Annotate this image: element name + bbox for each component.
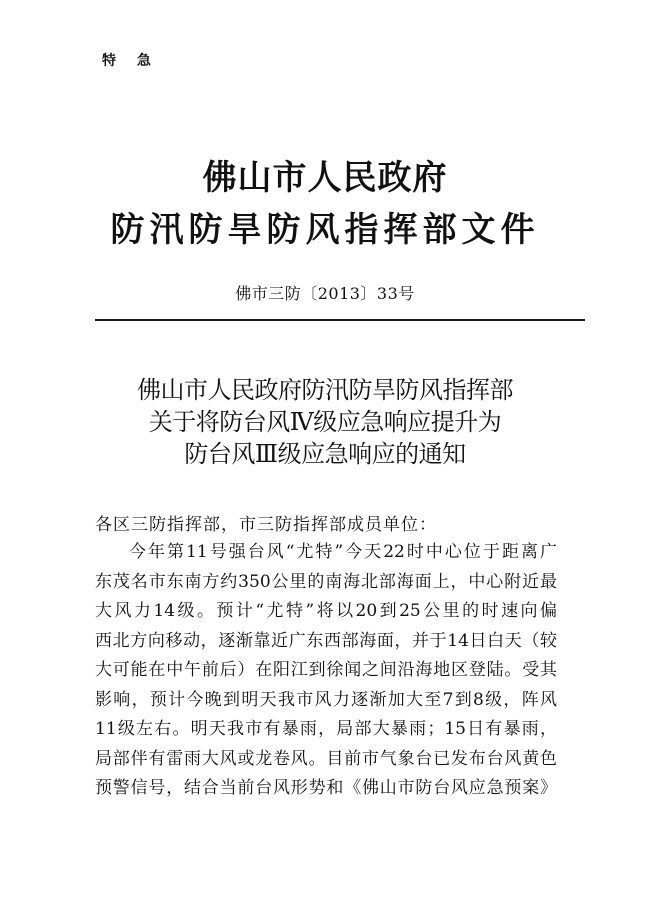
salutation: 各区三防指挥部，市三防指挥部成员单位： xyxy=(95,515,437,535)
body-line: 11级左右。明天我市有暴雨，局部大暴雨；15日有暴雨， xyxy=(95,719,557,739)
body-line: 影响，预计今晚到明天我市风力逐渐加大至7到8级，阵风 xyxy=(95,689,557,710)
notice-title xyxy=(0,374,650,470)
body-paragraph xyxy=(95,538,557,804)
urgency-label: 特 急 xyxy=(102,53,159,69)
body-line: 大可能在中午前后）在阳江到徐闻之间沿海地区登陆。受其 xyxy=(95,660,557,680)
body-line: 西北方向移动，逐渐靠近广东西部海面，并于14日白天（较 xyxy=(95,630,557,651)
body-line: 大风力14级。预计“尤特”将以20到25公里的时速向偏 xyxy=(95,601,557,621)
notice-title-line: 防台风Ⅲ级应急响应的通知 xyxy=(184,440,466,468)
body-line: 东茂名市东南方约350公里的南海北部海面上，中心附近最 xyxy=(95,571,557,592)
body-line: 局部伴有雷雨大风或龙卷风。目前市气象台已发布台风黄色 xyxy=(95,748,557,769)
notice-title-line: 佛山市人民政府防汛防旱防风指挥部 xyxy=(137,376,513,404)
issuer-title-line-2: 防汛防旱防风指挥部文件 xyxy=(110,210,540,250)
header-divider xyxy=(95,319,585,321)
notice-title-line: 关于将防台风Ⅳ级应急响应提升为 xyxy=(148,408,502,436)
body-line: 预警信号，结合当前台风形势和《佛山市防台风应急预案》 xyxy=(95,778,557,798)
body-line: 今年第11号强台风“尤特”今天22时中心位于距离广 xyxy=(129,542,557,562)
issuer-title-line-1: 佛山市人民政府 xyxy=(202,158,448,198)
document-number: 佛市三防〔2013〕33号 xyxy=(235,284,415,303)
